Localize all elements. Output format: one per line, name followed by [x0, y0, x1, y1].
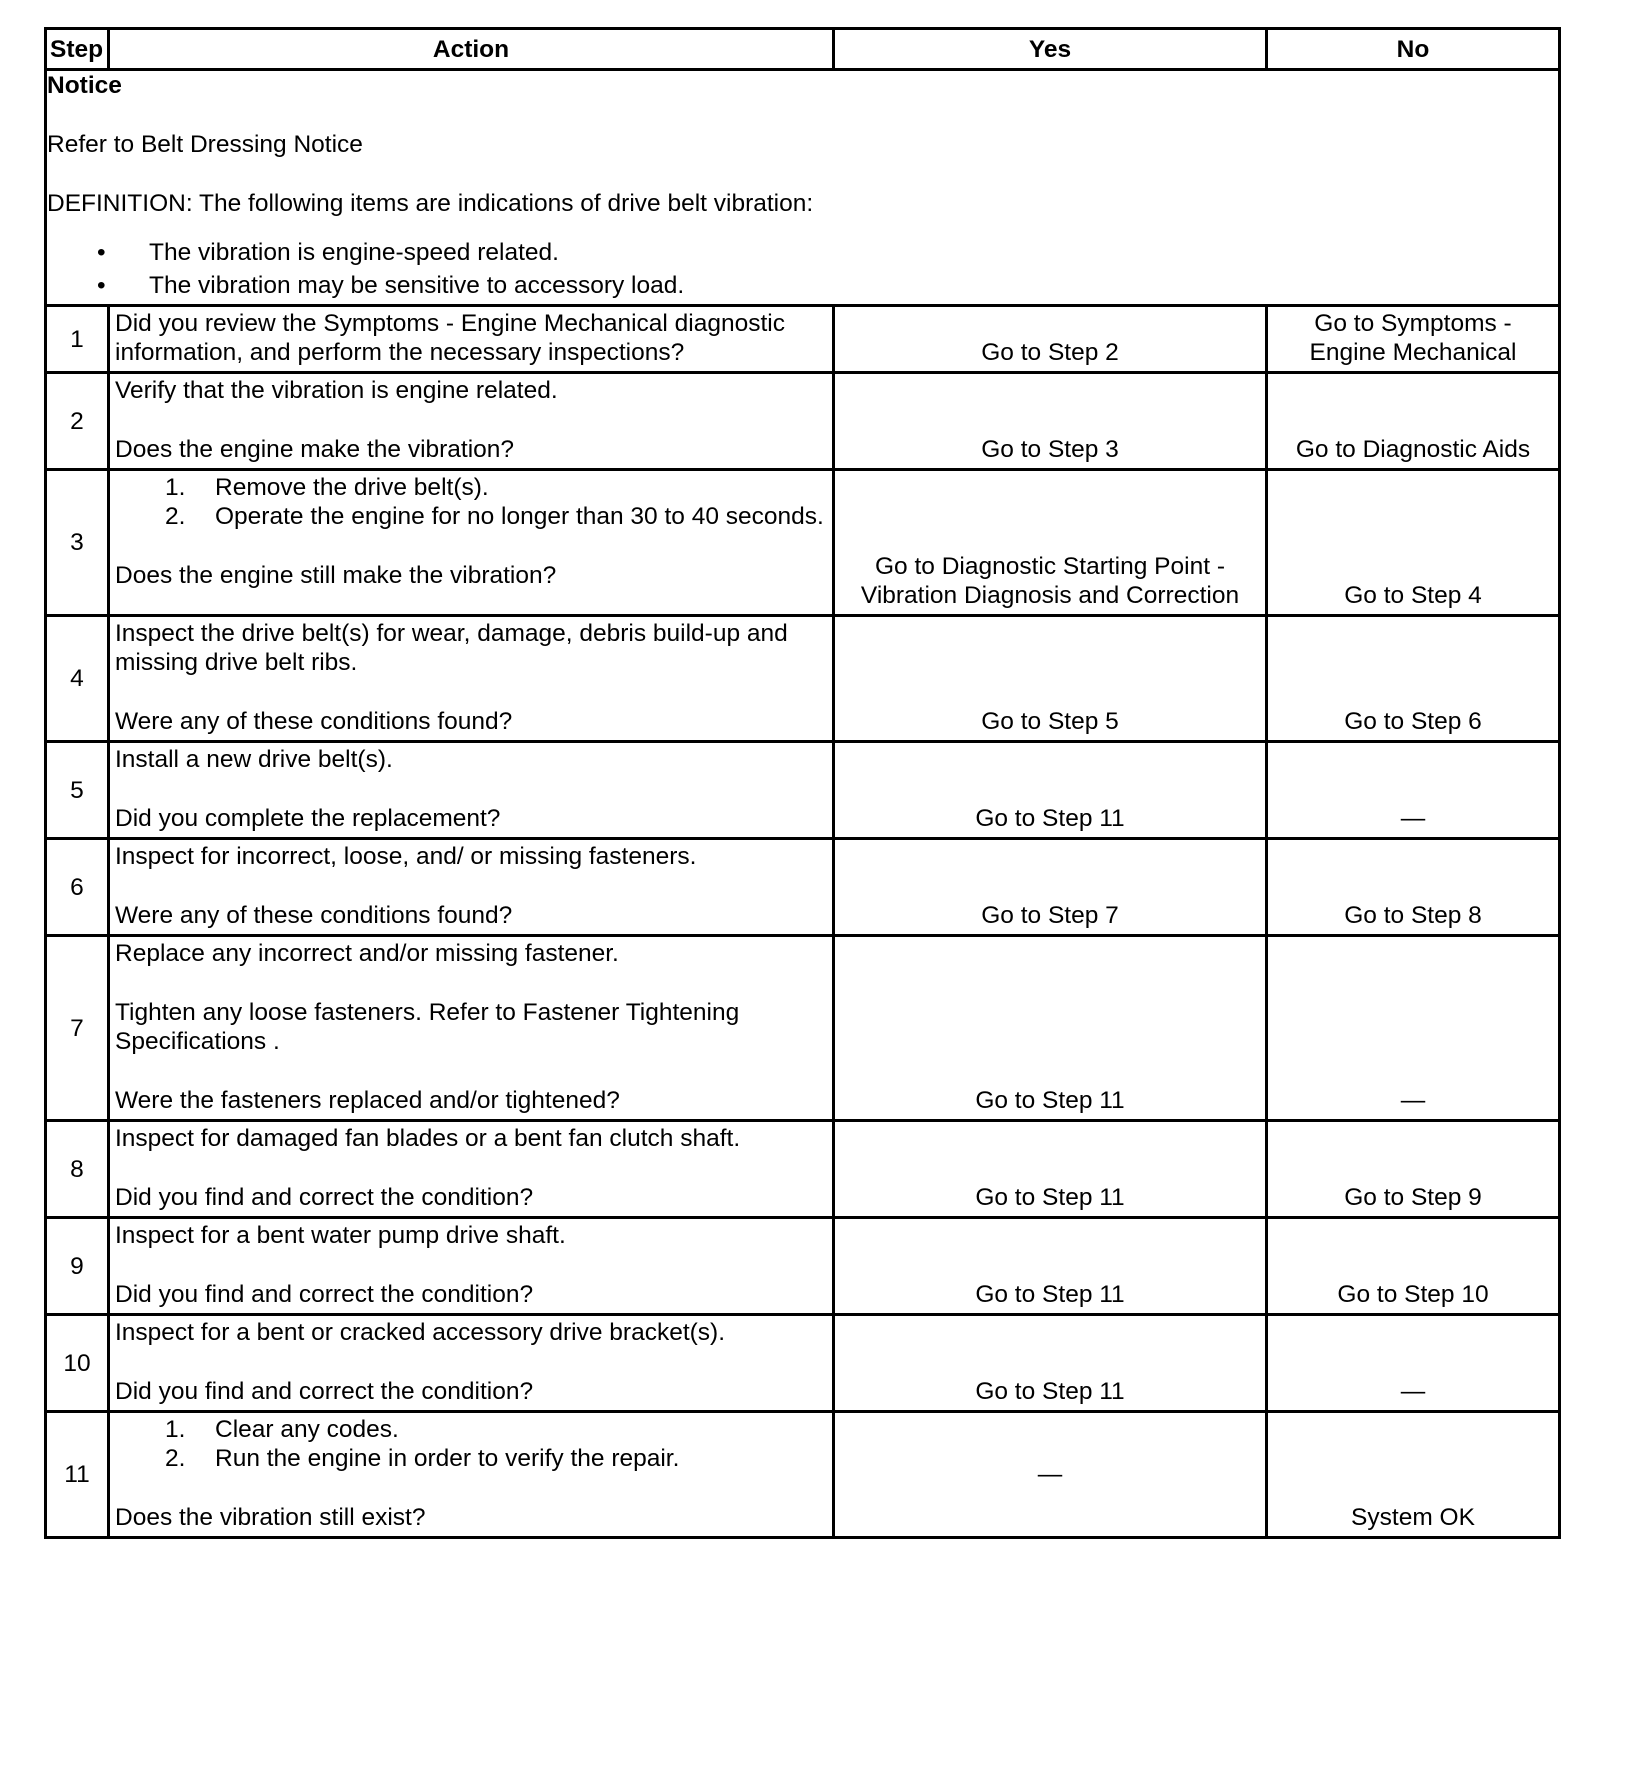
step-action: [109, 616, 834, 742]
step-action: [109, 1412, 834, 1538]
step-number: 1: [46, 306, 109, 373]
step-action: [109, 839, 834, 936]
list-item: [115, 473, 828, 502]
step-row-5: [46, 742, 1560, 839]
step-number: 3: [46, 470, 109, 616]
list-item-text: Run the engine in order to verify the repair.: [215, 1445, 680, 1472]
step-action: [109, 373, 834, 470]
header-yes: Yes: [834, 29, 1267, 70]
action-numbered-list: [115, 473, 828, 531]
action-question: Does the engine still make the vibration?: [115, 562, 557, 589]
step-action: [109, 1121, 834, 1218]
notice-title: Notice: [47, 72, 122, 99]
no-result: —: [1267, 742, 1560, 839]
no-result: Go to Step 9: [1267, 1121, 1560, 1218]
no-result: Go to Step 10: [1267, 1218, 1560, 1315]
action-text: Verify that the vibration is engine related.: [115, 377, 558, 404]
header-step: Step: [46, 29, 109, 70]
yes-result: Go to Step 11: [834, 1121, 1267, 1218]
list-item-number: 1.: [165, 1416, 186, 1443]
action-text: Inspect the drive belt(s) for wear, damage, debris build-up and missing drive belt ribs.: [115, 620, 788, 676]
no-result: Go to Step 4: [1267, 470, 1560, 616]
no-result: —: [1267, 1315, 1560, 1412]
action-text: Inspect for incorrect, loose, and/ or missing fasteners.: [115, 843, 697, 870]
action-numbered-list: [115, 1415, 828, 1473]
action-text: Tighten any loose fasteners. Refer to Fastener Tightening Specifications .: [115, 999, 740, 1055]
notice-bullet: • The vibration is engine-speed related.: [47, 238, 1558, 271]
yes-result: Go to Step 11: [834, 1315, 1267, 1412]
step-action: [109, 1218, 834, 1315]
action-question: Were any of these conditions found?: [115, 902, 513, 929]
notice-definition: DEFINITION: The following items are indications of drive belt vibration:: [47, 190, 814, 217]
no-result: Go to Symptoms - Engine Mechanical: [1267, 306, 1560, 373]
action-question: Were any of these conditions found?: [115, 708, 513, 735]
step-row-10: [46, 1315, 1560, 1412]
action-question: Did you find and correct the condition?: [115, 1378, 534, 1405]
step-number: 6: [46, 839, 109, 936]
no-result: Go to Diagnostic Aids: [1267, 373, 1560, 470]
step-number: 8: [46, 1121, 109, 1218]
notice-bullet: • The vibration may be sensitive to accessory load.: [47, 271, 1558, 304]
action-question: Were the fasteners replaced and/or tightened?: [115, 1087, 620, 1114]
step-row-8: [46, 1121, 1560, 1218]
action-question: Does the vibration still exist?: [115, 1504, 426, 1531]
step-row-6: [46, 839, 1560, 936]
yes-result: —: [834, 1412, 1267, 1538]
yes-result: Go to Step 5: [834, 616, 1267, 742]
yes-result: Go to Step 7: [834, 839, 1267, 936]
notice-bullet-list: [47, 238, 1558, 304]
yes-result: Go to Step 11: [834, 1218, 1267, 1315]
yes-result: Go to Diagnostic Starting Point - Vibration Diagnosis and Correction: [834, 470, 1267, 616]
step-action: [109, 470, 834, 616]
yes-result: Go to Step 11: [834, 936, 1267, 1121]
yes-result: Go to Step 2: [834, 306, 1267, 373]
step-number: 11: [46, 1412, 109, 1538]
action-text: Install a new drive belt(s).: [115, 746, 393, 773]
step-number: 2: [46, 373, 109, 470]
step-row-2: [46, 373, 1560, 470]
step-row-7: [46, 936, 1560, 1121]
list-item-text: Clear any codes.: [215, 1416, 399, 1443]
step-action: [109, 306, 834, 373]
list-item: [115, 1444, 828, 1473]
step-number: 4: [46, 616, 109, 742]
list-item-number: 2.: [165, 503, 186, 530]
action-text: Did you review the Symptoms - Engine Mechanical diagnostic information, and perform the necessary inspections?: [115, 310, 785, 366]
action-question: Did you find and correct the condition?: [115, 1184, 534, 1211]
no-result: System OK: [1267, 1412, 1560, 1538]
action-text: Inspect for a bent water pump drive shaft.: [115, 1222, 566, 1249]
step-row-4: [46, 616, 1560, 742]
list-item: [115, 502, 828, 531]
diagnostic-table: [44, 27, 1561, 1539]
step-action: [109, 936, 834, 1121]
action-question: Did you find and correct the condition?: [115, 1281, 534, 1308]
step-number: 10: [46, 1315, 109, 1412]
notice-cell: [46, 70, 1560, 306]
action-text: Inspect for a bent or cracked accessory drive bracket(s).: [115, 1319, 726, 1346]
step-number: 9: [46, 1218, 109, 1315]
step-number: 7: [46, 936, 109, 1121]
action-text: Inspect for damaged fan blades or a bent fan clutch shaft.: [115, 1125, 741, 1152]
header-row: [46, 29, 1560, 70]
action-question: Did you complete the replacement?: [115, 805, 501, 832]
action-text: Replace any incorrect and/or missing fastener.: [115, 940, 619, 967]
step-row-9: [46, 1218, 1560, 1315]
step-row-11: [46, 1412, 1560, 1538]
step-number: 5: [46, 742, 109, 839]
step-row-3: [46, 470, 1560, 616]
notice-row: [46, 70, 1560, 306]
step-row-1: [46, 306, 1560, 373]
no-result: Go to Step 8: [1267, 839, 1560, 936]
no-result: —: [1267, 936, 1560, 1121]
step-action: [109, 742, 834, 839]
list-item-text: Remove the drive belt(s).: [215, 474, 489, 501]
step-action: [109, 1315, 834, 1412]
list-item: [115, 1415, 828, 1444]
list-item-text: Operate the engine for no longer than 30 to 40 seconds.: [215, 503, 824, 530]
yes-result: Go to Step 11: [834, 742, 1267, 839]
action-question: Does the engine make the vibration?: [115, 436, 515, 463]
list-item-number: 2.: [165, 1445, 186, 1472]
no-result: Go to Step 6: [1267, 616, 1560, 742]
header-no: No: [1267, 29, 1560, 70]
list-item-number: 1.: [165, 474, 186, 501]
header-action: Action: [109, 29, 834, 70]
yes-result: Go to Step 3: [834, 373, 1267, 470]
notice-belt-dressing: Refer to Belt Dressing Notice: [47, 131, 363, 158]
